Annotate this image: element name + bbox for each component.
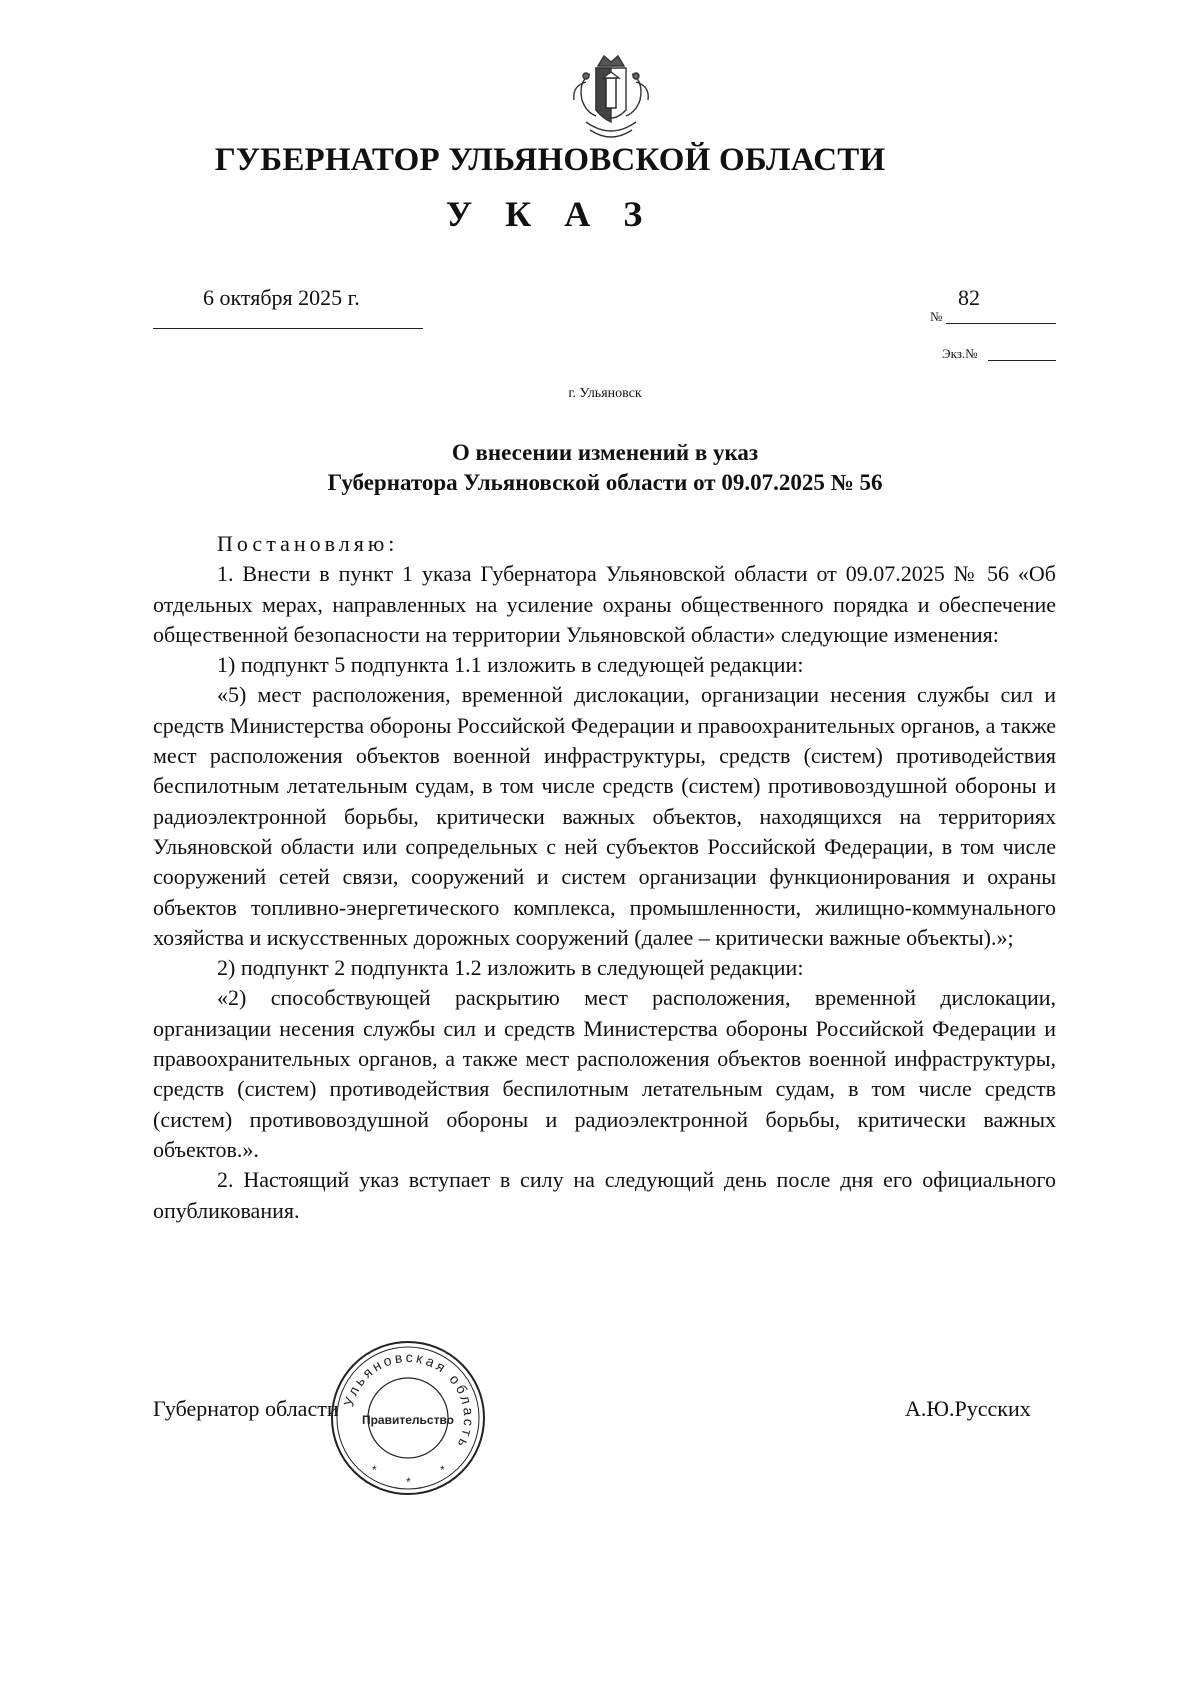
title-line-2: Губернатора Ульяновской области от 09.07.2025 № 56 bbox=[327, 470, 883, 495]
number-label: № bbox=[930, 309, 943, 324]
paragraph-1-1: 1) подпункт 5 подпункта 1.1 изложить в следующей редакции: bbox=[217, 652, 804, 678]
signatory-name: А.Ю.Русских bbox=[905, 1396, 1031, 1421]
svg-text:*: * bbox=[406, 1475, 411, 1489]
svg-text:*: * bbox=[372, 1463, 377, 1477]
copy-number-label: Экз.№ bbox=[942, 346, 978, 361]
decree-date: 6 октября 2025 г. bbox=[203, 285, 360, 310]
intro-paragraph: Постановляю: bbox=[217, 531, 399, 556]
svg-text:Правительство: Правительство bbox=[361, 1413, 455, 1427]
title-line-1: О внесении изменений в указ bbox=[451, 440, 759, 465]
copy-number-underline bbox=[988, 360, 1056, 361]
svg-text:*: * bbox=[440, 1463, 445, 1477]
paragraph-2: 2. Настоящий указ вступает в силу на следующий день после дня его официального опубликования. bbox=[153, 1167, 1056, 1223]
signatory-position: Губернатор области bbox=[153, 1396, 339, 1421]
number-underline bbox=[946, 323, 1056, 324]
date-underline bbox=[153, 328, 423, 329]
decree-body bbox=[153, 529, 1056, 1226]
svg-text:Ульяновская область: Ульяновская область bbox=[340, 1348, 478, 1453]
city: г. Ульяновск bbox=[568, 386, 642, 401]
issuing-authority: ГУБЕРНАТОР УЛЬЯНОВСКОЙ ОБЛАСТИ bbox=[214, 142, 886, 178]
document-type: У К А З bbox=[445, 194, 655, 234]
paragraph-1-2: 2) подпункт 2 подпункта 1.2 изложить в следующей редакции: bbox=[217, 955, 804, 981]
paragraph-1-2-text: «2) способствующей раскрытию мест расположения, временной дислокации, организации несения службы сил и средств Министерства обороны Российской Федерации и правоохранительных органов, а также мест расположения объектов военной инфраструктуры, средств (систем) противодействия беспилотным летательным судам, в том числе средств (систем) противовоздушной обороны и радиоэлектронной борьбы, критически важных объектов.». bbox=[153, 985, 1056, 1162]
paragraph-1-1-text: «5) мест расположения, временной дислокации, организации несения службы сил и средств Министерства обороны Российской Федерации и правоохранительных органов, а также мест расположения объектов военной инфраструктуры, средств (систем) противодействия беспилотным летательным судам, в том числе средств (систем) противовоздушной обороны и радиоэлектронной борьбы, критически важных объектов, находящихся на территориях Ульяновской области или сопредельных с ней субъектов Российской Федерации, в том числе сооружений сетей связи, сооружений и систем организации функционирования и охраны объектов топливно-энергетического комплекса, промышленности, жилищно-коммунального хозяйства и искусственных дорожных сооружений (далее – критически важные объекты).»; bbox=[153, 682, 1056, 950]
official-seal bbox=[328, 1338, 488, 1498]
decree-number: 82 bbox=[958, 285, 980, 310]
decree-title bbox=[0, 438, 1200, 498]
paragraph-1: 1. Внести в пункт 1 указа Губернатора Ульяновской области от 09.07.2025 № 56 «Об отдельных мерах, направленных на усиление охраны общественного порядка и обеспечение общественной безопасности на территории Ульяновской области» следующие изменения: bbox=[153, 561, 1056, 647]
coat-of-arms-icon bbox=[556, 52, 666, 144]
